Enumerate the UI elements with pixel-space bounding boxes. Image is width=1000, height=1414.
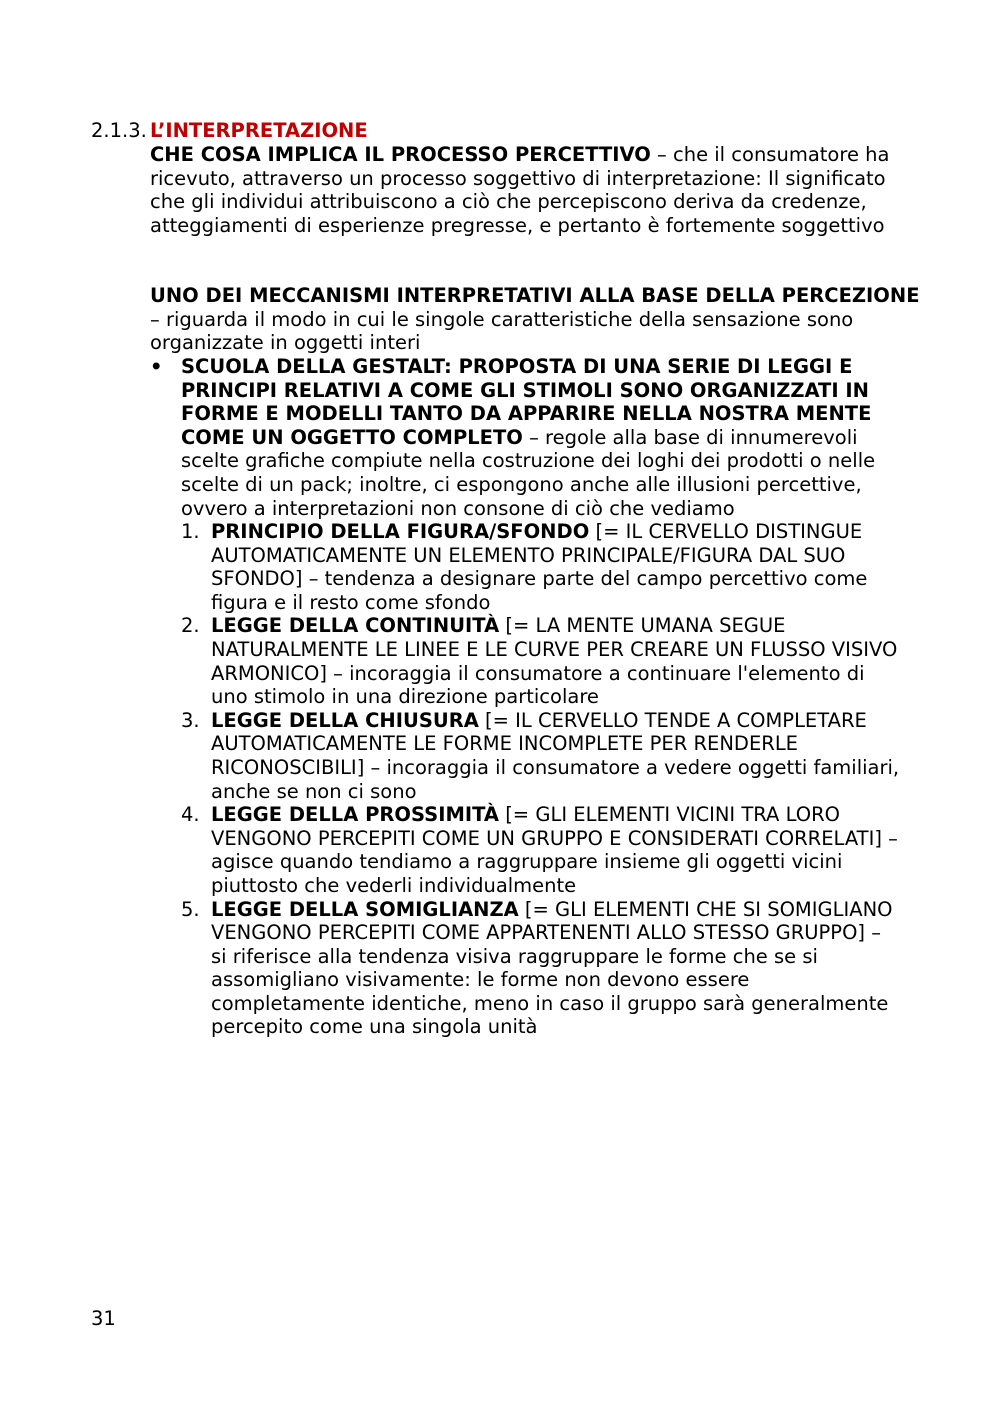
paragraph-text: – riguarda il modo in cui le singole caratteristiche della sensazione sono organizzate in oggetti interi xyxy=(150,307,854,355)
list-item-number: 2. xyxy=(181,614,200,638)
list-item xyxy=(181,709,901,803)
section-number: 2.1.3. xyxy=(91,119,147,142)
list-item-number: 4. xyxy=(181,803,200,827)
list-item-number: 1. xyxy=(181,520,200,543)
bullet-icon: • xyxy=(150,355,163,378)
list-item-lead: LEGGE DELLA SOMIGLIANZA xyxy=(211,897,519,921)
page-number: 31 xyxy=(91,1307,116,1330)
paragraph-text: – che il consumatore ha ricevuto, attraverso un processo soggettivo di interpretazione: Il significato che gli individui attribuiscono a ciò che percepiscono deriva da credenze, atteggiamenti di esperienze pregresse, e pertanto è fortemente soggettivo xyxy=(150,143,890,237)
list-item-lead: LEGGE DELLA CHIUSURA xyxy=(211,708,479,732)
list-item-text: [= IL CERVELLO TENDE A COMPLETARE AUTOMATICAMENTE LE FORME INCOMPLETE PER RENDERLE RICONOSCIBILI] – incoraggia il consumatore a vedere oggetti familiari, anche se non ci sono xyxy=(211,708,900,803)
list-item-lead: LEGGE DELLA CONTINUITÀ xyxy=(211,614,500,638)
paragraph-lead: UNO DEI MECCANISMI INTERPRETATIVI ALLA BASE DELLA PERCEZIONE xyxy=(150,284,920,307)
list-item xyxy=(181,614,901,708)
bullet-lead: SCUOLA DELLA GESTALT: PROPOSTA DI UNA SERIE DI LEGGI E PRINCIPI RELATIVI A COME GLI STIMOLI SONO ORGANIZZATI IN FORME E MODELLI TANTO DA APPARIRE NELLA NOSTRA MENTE COME UN OGGETTO COMPLETO xyxy=(181,355,872,449)
paragraph-perceptual-process xyxy=(150,143,920,237)
list-item xyxy=(181,803,901,897)
bullet-body xyxy=(181,355,920,520)
bullet-text: – regole alla base di innumerevoli scelte grafiche compiute nella costruzione dei loghi dei prodotti o nelle scelte di un pack; inoltre, ci espongono anche alle illusioni percettive, ovvero a interpretazioni non consone di ciò che vediamo xyxy=(181,425,876,520)
list-item-text: [= LA MENTE UMANA SEGUE NATURALMENTE LE LINEE E LE CURVE PER CREARE UN FLUSSO VISIVO ARMONICO] – incoraggia il consumatore a continuare l'elemento di uno stimolo in una direzione particolare xyxy=(211,614,898,709)
section-heading xyxy=(91,119,368,143)
paragraph-lead: CHE COSA IMPLICA IL PROCESSO PERCETTIVO xyxy=(150,143,651,166)
list-item-number: 5. xyxy=(181,897,200,921)
section-title: L’INTERPRETAZIONE xyxy=(150,119,368,142)
list-item xyxy=(181,520,901,614)
list-item-text: [= IL CERVELLO DISTINGUE AUTOMATICAMENTE UN ELEMENTO PRINCIPALE/FIGURA DAL SUO SFONDO] – tendenza a designare parte del campo percettivo come figura e il resto come sfondo xyxy=(211,520,868,614)
bullet-gestalt xyxy=(150,355,920,520)
paragraph-interpretive-mechanism xyxy=(150,284,920,355)
list-item-text: [= GLI ELEMENTI CHE SI SOMIGLIANO VENGONO PERCEPITI COME APPARTENENTI ALLO STESSO GRUPPO] – si riferisce alla tendenza visiva raggruppare le forme che se si assomigliano visivamente: le forme non devono essere completamente identiche, meno in caso il gruppo sarà generalmente percepito come una singola unità xyxy=(211,897,893,1039)
gestalt-laws-list xyxy=(181,520,901,1039)
list-item-lead: PRINCIPIO DELLA FIGURA/SFONDO xyxy=(211,520,590,543)
list-item-number: 3. xyxy=(181,708,200,732)
list-item-lead: LEGGE DELLA PROSSIMITÀ xyxy=(211,803,499,827)
list-item-text: [= GLI ELEMENTI VICINI TRA LORO VENGONO PERCEPITI COME UN GRUPPO E CONSIDERATI CORRELATI] – agisce quando tendiamo a raggruppare insieme gli oggetti vicini piuttosto che vederli individualmente xyxy=(211,803,898,897)
list-item xyxy=(181,898,901,1040)
